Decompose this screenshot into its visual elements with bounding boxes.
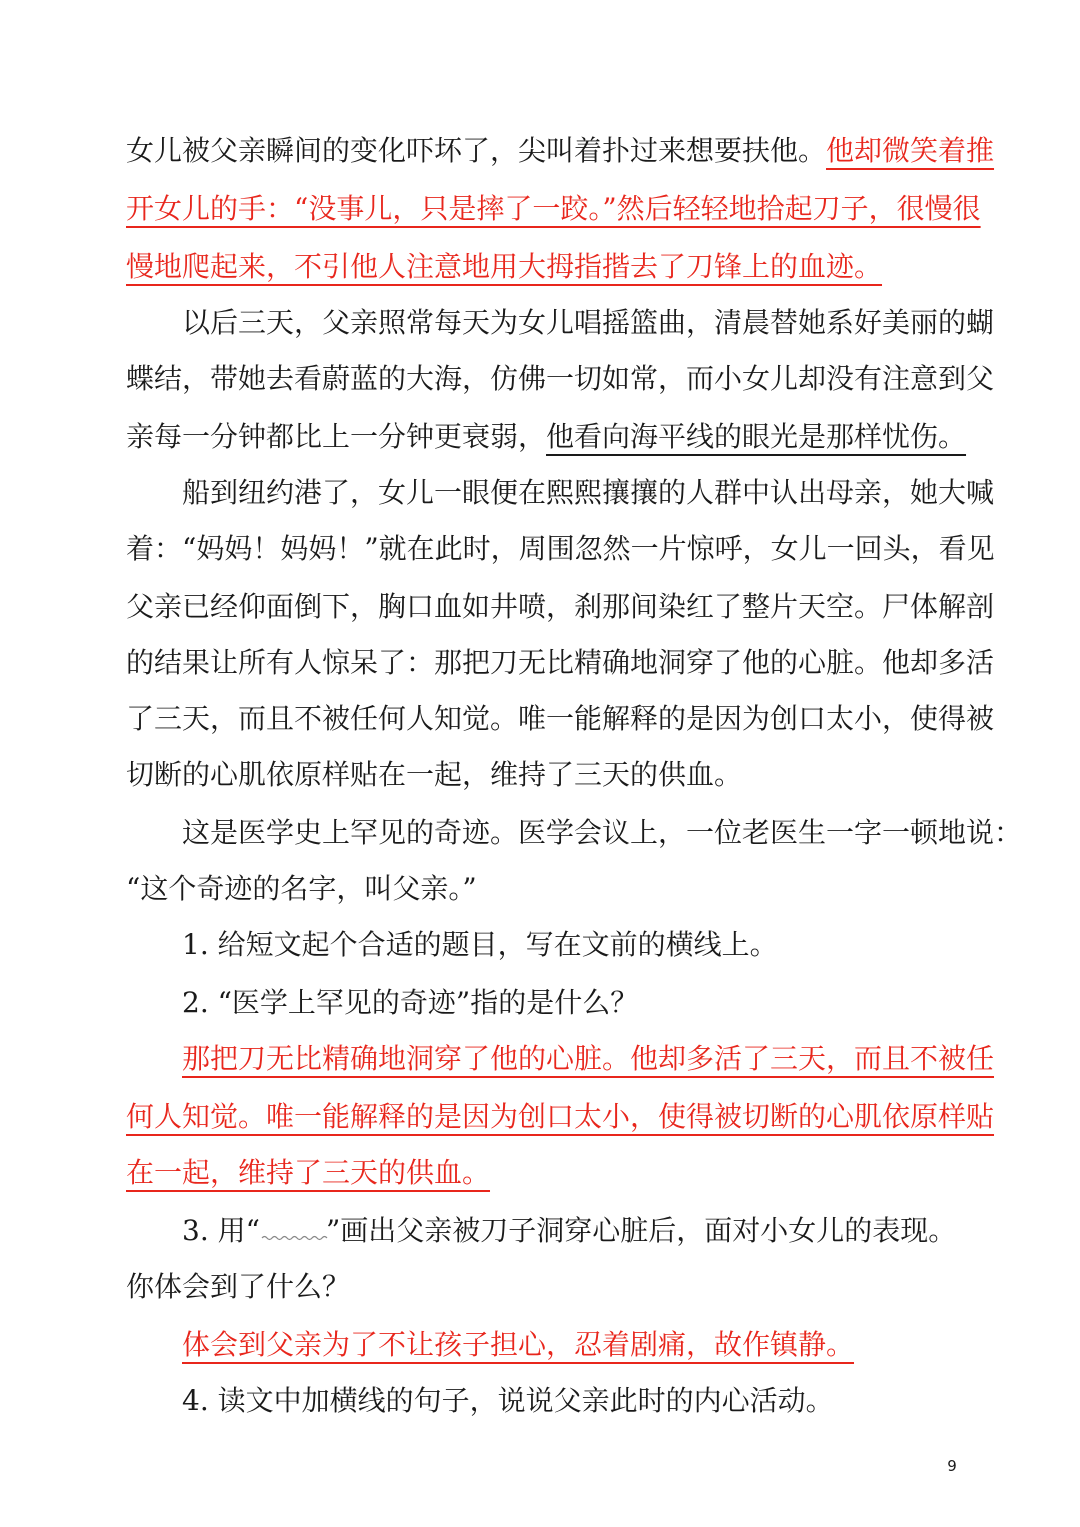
answer-3-line <box>182 1316 956 1373</box>
answer-highlight: 慢地爬起来，不引他人注意地用大拇指揩去了刀锋上的血迹。 <box>126 250 883 283</box>
passage-line: 蝶结，带她去看蔚蓝的大海，仿佛一切如常，而小女儿却没有注意到父 <box>126 362 995 395</box>
passage-line: 了三天，而且不被任何人知觉。唯一能解释的是因为创口太小，使得被 <box>126 702 995 735</box>
passage-line <box>126 122 995 179</box>
answer-2-line: 何人知觉。唯一能解释的是因为创口太小，使得被切断的心肌依原样贴 <box>126 1100 995 1133</box>
passage-line: 父亲已经仰面倒下，胸口血如井喷，刹那间染红了整片天空。尸体解剖 <box>126 590 995 623</box>
underlined-sentence: 他看向海平线的眼光是那样忧伤。 <box>546 420 967 453</box>
question-3-line: 你体会到了什么？ <box>126 1270 351 1303</box>
page-number: 9 <box>947 1457 957 1475</box>
question-4: 4. 读文中加横线的句子，说说父亲此时的内心活动。 <box>182 1384 834 1417</box>
passage-line: 以后三天，父亲照常每天为女儿唱摇篮曲，清晨替她系好美丽的蝴 <box>182 306 995 339</box>
answer-2-text: 在一起，维持了三天的供血。 <box>126 1156 491 1189</box>
passage-line: 船到纽约港了，女儿一眼便在熙熙攘攘的人群中认出母亲，她大喊 <box>182 476 995 509</box>
question-1: 1. 给短文起个合适的题目，写在文前的横线上。 <box>182 928 778 961</box>
answer-3-text: 体会到父亲为了不让孩子担心，忍着剧痛，故作镇静。 <box>182 1328 855 1361</box>
passage-line: 这是医学史上罕见的奇迹。医学会议上，一位老医生一字一顿地说： <box>182 816 1023 849</box>
passage-line: 着：“妈妈！妈妈！”就在此时，周围忽然一片惊呼，女儿一回头，看见 <box>126 532 995 565</box>
wavy-underline-icon <box>260 1223 326 1243</box>
passage-text: 女儿被父亲瞬间的变化吓坏了，尖叫着扑过来想要扶他。 <box>126 134 827 167</box>
question-2: 2. “医学上罕见的奇迹”指的是什么？ <box>182 986 639 1019</box>
answer-2-line: 那把刀无比精确地洞穿了他的心脏。他却多活了三天，而且不被任 <box>182 1042 995 1075</box>
answer-highlight-line <box>126 238 956 295</box>
question-3-text: 3. 用“ <box>182 1214 260 1247</box>
passage-line <box>126 408 967 465</box>
passage-line: “这个奇迹的名字，叫父亲。” <box>126 872 477 905</box>
passage-text: 亲每一分钟都比上一分钟更衰弱， <box>126 420 547 453</box>
question-3-text: ”画出父亲被刀子洞穿心脏后，面对小女儿的表现。 <box>325 1214 957 1247</box>
passage-line: 切断的心肌依原样贴在一起，维持了三天的供血。 <box>126 758 743 791</box>
question-3 <box>182 1202 956 1259</box>
answer-highlight-line: 开女儿的手：“没事儿，只是摔了一跤。”然后轻轻地拾起刀子，很慢很 <box>126 192 981 225</box>
answer-2-line <box>126 1144 956 1201</box>
answer-highlight: 他却微笑着推 <box>826 134 995 167</box>
passage-line: 的结果让所有人惊呆了：那把刀无比精确地洞穿了他的心脏。他却多活 <box>126 646 995 679</box>
